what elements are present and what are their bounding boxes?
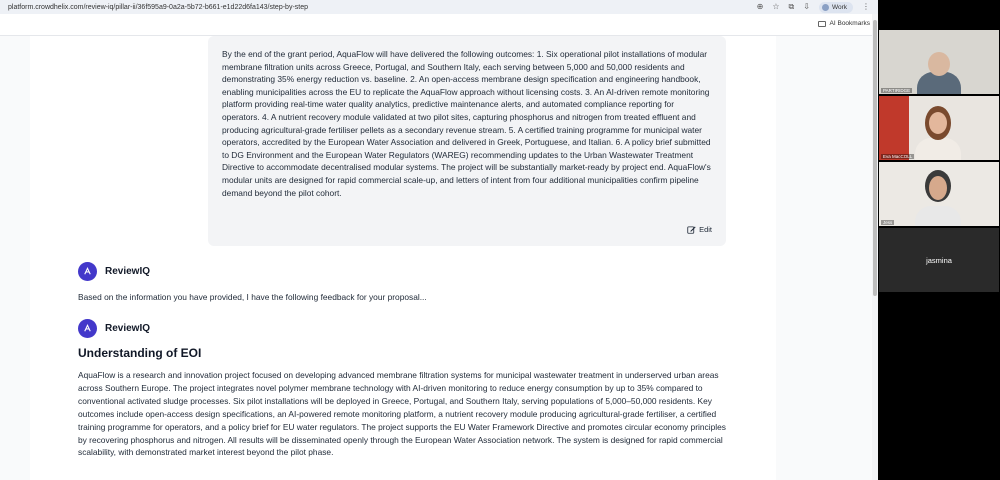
zoom-icon[interactable]: ⊕: [756, 2, 764, 11]
participant-label-2: Eva MacCOLL: [883, 154, 913, 159]
bookmark-star-icon[interactable]: ☆: [772, 2, 780, 11]
review-page: [0, 36, 878, 480]
participant-tile-2[interactable]: [879, 96, 999, 160]
bot-name: ReviewIQ: [105, 266, 151, 277]
user-message-bubble: [208, 36, 726, 246]
participant-face: [928, 52, 950, 76]
edit-icon: [687, 225, 696, 234]
participant-face: [929, 176, 947, 200]
menu-icon[interactable]: ⋮: [862, 2, 870, 11]
address-bar[interactable]: platform.crowdhelix.com/review-iq/pillar-ii/36f595a9-0a2a-5b72-b661-e1d22d6fa143/step-by-step: [8, 3, 309, 11]
participant-figure: [915, 138, 961, 160]
section-title: Understanding of EOI: [78, 346, 202, 360]
user-message-text: By the end of the grant period, AquaFlow will have delivered the following outcomes: 1. Six operational pilot installations of modular membrane filtration units across Greece, Portugal, and Southern Italy, each serving between 5,000 and 50,000 residents and demonstrating 35% energy reduction vs. baseline. 2. An open-access membrane design specification and engineering handbook, enabling municipalities across the EU to replicate the AquaFlow approach without licensing costs. 3. An AI-driven remote monitoring platform providing real-time water quality analytics, predictive maintenance alerts, and automated compliance reporting for operators. 4. A nutrient recovery module validated at two pilot sites, capturing phosphorus and nitrogen from treated effluent and producing agricultural-grade fertiliser pellets as a secondary revenue stream. 5. A certified training programme for municipal water operators, accredited by the European Water Association and delivered in Greek, Portuguese, and Italian. 6. A policy brief submitted to DG Environment and the European Water Regulators (WAREG) recommending updates to the Urban Wastewater Treatment Directive to accommodate decentralised modular systems. The project will be substantially market-ready by project end. AquaFlow's modular units are designed for rapid commercial scale-up, and letters of intent from four additional municipalities confirm pipeline demand beyond the pilot cohort.: [222, 49, 711, 198]
participant-tile-1[interactable]: [879, 30, 999, 94]
profile-avatar: [822, 4, 829, 11]
eoi-summary-text: AquaFlow is a research and innovation project focused on developing advanced membrane filtration systems for municipal wastewater treatment in underserved urban areas across Southern Europe. The project integrates novel polymer membrane technology with AI-driven monitoring to reduce energy consumption by up to 35% compared to conventional activated sludge processes. Six pilot installations will be deployed in Greece, Portugal, and Southern Italy, serving populations of 5,000–50,000 residents. Key outcomes include open-access design specifications, an AI-powered remote monitoring platform, a nutrient recovery module producing agricultural-grade fertiliser, a certified training programme for operators, and a policy brief for EU water regulators. The project supports the EU Water Framework Directive and promotes circular economy principles by recovering phosphorus and nitrogen. All results will be disseminated openly through the European Water Association network. The system is designed for rapid commercial scalability, with demonstrated market interest beyond the pilot phase.: [78, 370, 726, 458]
background-red-panel: [879, 96, 909, 160]
reviewiq-logo-icon: [78, 262, 97, 281]
bot-header-2: [78, 319, 150, 338]
bookmark-folder-label: AI Bookmarks: [829, 20, 870, 27]
bookmark-folder[interactable]: [818, 20, 870, 27]
profile-button[interactable]: [819, 2, 853, 13]
participant-name: jasmina: [926, 255, 952, 265]
edit-button[interactable]: [687, 225, 712, 234]
video-call-panel: [878, 0, 1000, 480]
extensions-icon[interactable]: ⧉: [788, 2, 795, 11]
participant-label-3: Jess: [883, 220, 893, 225]
folder-icon: [818, 21, 826, 27]
bot-intro-text: Based on the information you have provided, I have the following feedback for your proposal...: [78, 292, 427, 302]
toolbar-icons: [757, 1, 870, 13]
bookmarks-bar: [0, 14, 878, 36]
page-gutter-left: [0, 36, 30, 480]
participant-face: [929, 112, 947, 134]
participant-figure: [915, 206, 961, 226]
participant-tile-3[interactable]: [879, 162, 999, 226]
edit-label: Edit: [699, 225, 712, 234]
bot-header-1: [78, 262, 150, 281]
participant-tile-audio-only[interactable]: [879, 228, 999, 292]
bot-name: ReviewIQ: [105, 323, 151, 334]
page-gutter-right: [776, 36, 878, 480]
browser-toolbar: [0, 0, 878, 14]
scrollbar-thumb[interactable]: [873, 20, 877, 296]
profile-label: Work: [831, 3, 847, 11]
reviewiq-logo-icon: [78, 319, 97, 338]
download-icon[interactable]: ⇩: [803, 2, 810, 11]
participant-label-1: PARTIRIDGE: [883, 88, 911, 93]
